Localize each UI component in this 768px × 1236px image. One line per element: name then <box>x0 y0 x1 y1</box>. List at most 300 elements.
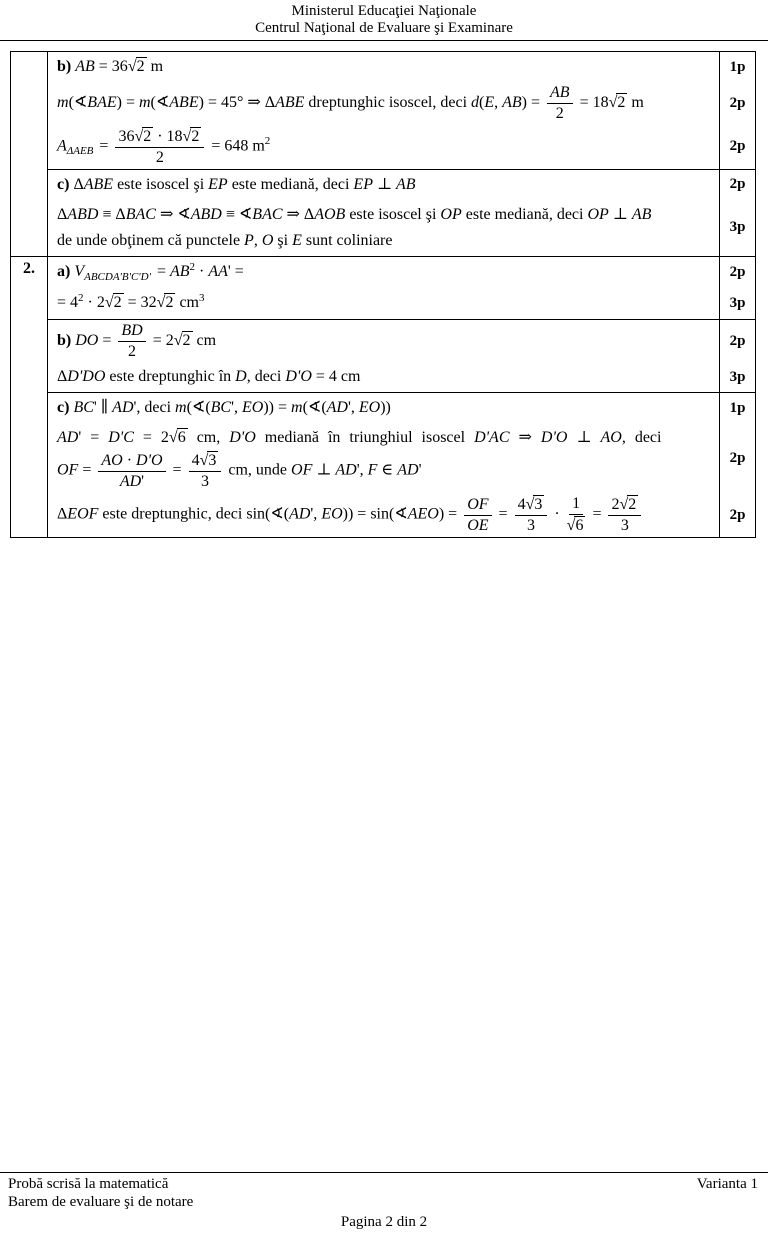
radicand: 2 <box>136 58 145 75</box>
math-variable: F <box>367 462 378 480</box>
math-variable: P <box>244 231 254 249</box>
math-text: = <box>152 262 170 280</box>
footer-first-row <box>0 1173 768 1193</box>
math-text: ) = <box>521 94 545 112</box>
math-variable: BAC <box>125 205 156 223</box>
math-variable: BD <box>121 321 143 339</box>
math-text: = 648 m <box>207 137 265 155</box>
block-content <box>48 170 719 200</box>
math-text: ≡ Δ <box>98 205 126 223</box>
math-text: ' <box>141 472 145 490</box>
math-text: · <box>550 505 564 523</box>
math-variable: m <box>57 94 69 112</box>
points-cell <box>719 125 755 169</box>
formula-line <box>57 451 713 491</box>
footer-barem-label: Barem de evaluare şi de notare <box>8 1194 194 1210</box>
math-variable: E <box>484 94 495 112</box>
math-text: (∢ <box>68 94 88 112</box>
math-text: este isoscel şi <box>345 205 441 223</box>
math-variable: d <box>471 94 480 112</box>
radicand: 2 <box>165 293 174 311</box>
math-text: )) <box>380 399 391 417</box>
fraction-numerator <box>118 322 145 342</box>
item-label: c) <box>57 175 74 193</box>
math-text: m <box>146 58 164 75</box>
points-value: 2p <box>729 263 746 280</box>
barem-table <box>10 51 756 538</box>
points-value: 2p <box>729 176 746 193</box>
math-text: 2 <box>555 104 564 122</box>
formula-line <box>57 127 713 167</box>
block-content <box>48 125 719 169</box>
math-text: ', deci <box>133 399 176 417</box>
math-text: · 18 <box>153 127 183 145</box>
sqrt-radical <box>128 58 147 75</box>
formula-line <box>57 395 713 421</box>
math-variable: AB <box>550 84 570 101</box>
math-text: , deci <box>621 429 662 447</box>
radical-sign-icon: √ <box>104 293 113 311</box>
block-content <box>48 288 719 319</box>
math-variable: D'DO <box>67 368 106 386</box>
math-variable: D'C <box>108 429 134 447</box>
fraction-denominator <box>567 515 586 535</box>
question-number-cell <box>11 52 48 256</box>
math-variable: m <box>291 399 303 417</box>
math-text: ', <box>231 399 242 417</box>
math-text: = <box>98 331 116 349</box>
math-variable: EP <box>208 175 228 193</box>
math-text: ', <box>310 505 322 523</box>
footer-variant-label: Varianta 1 <box>696 1176 758 1192</box>
sqrt-radical <box>134 128 153 145</box>
math-text: · <box>122 451 137 469</box>
math-variable: AA <box>208 262 228 280</box>
question-rows <box>48 257 755 537</box>
radicand: 6 <box>575 517 584 535</box>
points-cell <box>719 82 755 125</box>
page-header <box>0 0 768 37</box>
math-text: sunt coliniare <box>301 231 393 249</box>
radical-sign-icon: √ <box>156 293 165 311</box>
footer-exam-title: Probă scrisă la matematică <box>8 1176 169 1192</box>
page-footer <box>0 1172 768 1231</box>
fraction-denominator <box>201 472 209 491</box>
answer-block <box>48 257 755 288</box>
math-variable: D'AC <box>474 429 510 447</box>
math-text: 36 <box>118 127 135 145</box>
math-variable: AEO <box>407 505 439 523</box>
formula-line <box>57 228 713 254</box>
answer-row <box>48 52 755 169</box>
math-text: 3 <box>200 473 209 491</box>
math-subscript: ΔAEB <box>66 145 94 158</box>
math-text: , <box>253 231 262 249</box>
points-cell <box>719 288 755 319</box>
math-fraction <box>98 452 165 491</box>
math-text: cm <box>175 293 199 311</box>
math-text: ⊥ <box>567 429 601 447</box>
math-text: de unde obţinem că punctele <box>57 231 245 249</box>
math-text: 4 <box>191 452 200 470</box>
math-variable: ABE <box>83 175 114 193</box>
math-text: ∈ <box>377 462 398 480</box>
sqrt-radical <box>105 294 124 311</box>
math-variable: D'O <box>136 451 163 469</box>
points-value: 2p <box>729 506 746 523</box>
radical-sign-icon: √ <box>608 94 617 112</box>
math-variable: AB <box>170 262 190 280</box>
math-variable: EOF <box>67 505 99 523</box>
math-variable: AB <box>631 205 652 223</box>
radicand: 2 <box>191 127 200 145</box>
question-group <box>11 256 755 537</box>
radicand: 2 <box>113 293 122 311</box>
math-variable: D'O <box>285 368 312 386</box>
math-text: )) = <box>263 399 292 417</box>
math-subscript: ABCDA'B'C'D' <box>84 270 151 283</box>
math-text: cm <box>192 331 217 349</box>
radicand: 3 <box>534 496 543 514</box>
math-text: = 2 <box>148 331 174 349</box>
math-text: 2 <box>155 148 164 166</box>
points-cell <box>719 493 755 537</box>
block-content <box>48 82 719 125</box>
math-text: Δ <box>57 205 68 223</box>
math-variable: OF <box>467 495 489 513</box>
math-fraction <box>567 495 586 535</box>
points-cell <box>719 362 755 392</box>
math-variable: A <box>57 137 67 155</box>
math-text: ' = <box>227 262 244 280</box>
math-text: este dreptunghic în <box>105 368 236 386</box>
math-text: ( <box>479 94 485 112</box>
answer-block <box>48 200 755 256</box>
math-text: · 2 <box>83 293 105 311</box>
points-value: 2p <box>729 449 746 466</box>
math-text: 2 <box>128 342 137 360</box>
answer-block <box>48 125 755 169</box>
math-text: = 4 cm <box>311 368 361 386</box>
math-text: = 18 <box>575 94 609 112</box>
math-text: ' <box>418 462 422 480</box>
points-cell <box>719 200 755 256</box>
answer-row <box>48 169 755 256</box>
radicand: 2 <box>143 127 152 145</box>
sqrt-radical <box>157 294 176 311</box>
block-content <box>48 200 719 256</box>
answer-row <box>48 392 755 537</box>
points-cell <box>719 52 755 82</box>
radical-sign-icon: √ <box>127 58 136 75</box>
math-text: ⊥ <box>372 175 397 193</box>
sqrt-radical <box>526 496 545 513</box>
question-number-cell: 2. <box>11 257 48 537</box>
math-variable: ABD <box>190 205 222 223</box>
math-fraction <box>189 451 222 491</box>
fraction-numerator <box>608 495 641 516</box>
math-variable: DO <box>75 331 99 349</box>
radical-sign-icon: √ <box>168 429 177 447</box>
math-text: = 4 <box>57 293 79 311</box>
math-fraction <box>547 84 573 123</box>
math-fraction <box>464 496 491 535</box>
fraction-numerator <box>547 84 573 104</box>
math-text: 3 <box>526 517 535 535</box>
math-text: cm, unde <box>224 462 292 480</box>
fraction-denominator <box>156 148 164 167</box>
math-text: = <box>78 462 96 480</box>
math-text: este mediană, deci <box>461 205 588 223</box>
answer-block <box>48 288 755 319</box>
radicand: 3 <box>208 452 217 470</box>
math-text: = <box>168 462 186 480</box>
block-content <box>48 257 719 288</box>
math-text: 4 <box>517 496 526 514</box>
math-text: = <box>95 137 113 155</box>
item-label: b) <box>57 58 76 75</box>
math-variable: AB <box>502 94 522 112</box>
math-superscript: 3 <box>199 291 205 304</box>
math-variable: AD <box>119 472 142 490</box>
item-label: b) <box>57 331 76 349</box>
question-group <box>11 52 755 256</box>
math-variable: EP <box>353 175 373 193</box>
math-variable: D'O <box>229 429 256 447</box>
math-text: ≡ ∢ <box>221 205 253 223</box>
math-text: dreptunghic isoscel, deci <box>304 94 472 112</box>
math-text: ⇒ Δ <box>282 205 315 223</box>
points-value: 3p <box>729 368 746 385</box>
radical-sign-icon: √ <box>182 127 191 145</box>
points-cell <box>719 320 755 363</box>
header-rule <box>0 40 768 41</box>
math-text: Δ <box>73 175 84 193</box>
points-value: 3p <box>729 294 746 311</box>
fraction-denominator <box>621 516 629 535</box>
math-variable: OF <box>57 462 79 480</box>
answer-block <box>48 82 755 125</box>
math-text: = 2 <box>133 429 169 447</box>
math-text: ) = <box>438 505 462 523</box>
math-text: 1 <box>572 495 581 513</box>
radicand: 6 <box>177 429 186 447</box>
math-variable: ABD <box>67 205 99 223</box>
points-value: 1p <box>729 399 746 416</box>
math-superscript: 2 <box>189 260 196 273</box>
fraction-denominator <box>467 516 488 535</box>
math-text: ⇒ ∢ <box>155 205 191 223</box>
points-cell <box>719 423 755 493</box>
math-text: şi <box>273 231 293 249</box>
math-text: · <box>195 262 209 280</box>
answer-row <box>48 319 755 393</box>
math-text: = 36 <box>94 58 128 75</box>
math-text: este dreptunghic, deci sin(∢( <box>98 505 290 523</box>
formula-line <box>57 84 713 123</box>
fraction-denominator <box>128 342 136 361</box>
fraction-numerator <box>98 452 165 472</box>
formula-line <box>57 495 713 535</box>
sqrt-radical <box>174 332 193 349</box>
math-fraction <box>115 127 204 167</box>
formula-line <box>57 290 713 317</box>
fraction-denominator <box>120 472 144 491</box>
formula-line <box>57 425 713 451</box>
points-cell <box>719 170 755 200</box>
math-text: ⊥ <box>312 462 336 480</box>
math-text: = <box>588 505 606 523</box>
points-value: 2p <box>729 138 746 155</box>
fraction-numerator <box>115 127 204 148</box>
math-text: este mediană, deci <box>227 175 354 193</box>
math-superscript: 2 <box>264 135 271 148</box>
math-text: )) = sin(∢ <box>342 505 408 523</box>
sqrt-radical <box>169 429 188 446</box>
math-text: Δ <box>57 505 68 523</box>
radicand: 2 <box>617 94 626 112</box>
math-variable: m <box>175 399 187 417</box>
fraction-denominator <box>527 516 535 535</box>
math-variable: OP <box>587 205 609 223</box>
math-text: ) = 45° ⇒ Δ <box>198 94 276 112</box>
sqrt-radical <box>183 128 202 145</box>
footer-page-number: Pagina 2 din 2 <box>340 1214 428 1230</box>
math-text: , deci <box>246 368 286 386</box>
math-variable: OE <box>467 516 489 534</box>
answer-row <box>48 257 755 319</box>
math-variable: BC <box>73 399 94 417</box>
math-text: ⊥ <box>608 205 632 223</box>
math-variable: AD <box>112 399 134 417</box>
math-text: ⇒ <box>509 429 541 447</box>
formula-line <box>57 202 713 228</box>
math-text: 3 <box>620 517 629 535</box>
answer-block <box>48 423 755 493</box>
math-variable: AD <box>326 399 348 417</box>
radical-sign-icon: √ <box>619 496 628 514</box>
math-text: ' = <box>78 429 109 447</box>
sqrt-radical <box>609 94 628 111</box>
math-text: (∢( <box>186 399 211 417</box>
header-center-line: Centrul Naţional de Evaluare şi Examinare <box>255 20 513 36</box>
math-variable: D <box>235 368 247 386</box>
math-text: , <box>494 94 503 112</box>
formula-line <box>57 54 713 80</box>
header-ministry-line: Ministerul Educaţiei Naţionale <box>291 3 477 19</box>
math-fraction <box>118 322 145 361</box>
sqrt-radical <box>567 517 586 534</box>
points-cell <box>719 393 755 423</box>
math-text: (∢ <box>150 94 170 112</box>
fraction-numerator <box>515 495 548 516</box>
math-text: Δ <box>57 368 68 386</box>
radical-sign-icon: √ <box>525 496 534 514</box>
math-variable: EO <box>321 505 343 523</box>
item-label: c) <box>57 399 74 417</box>
math-text: 2 <box>611 496 620 514</box>
answer-block <box>48 320 755 363</box>
radical-sign-icon: √ <box>199 452 208 470</box>
math-variable: AD <box>335 462 357 480</box>
fraction-numerator <box>569 495 583 515</box>
math-text: m <box>627 94 644 112</box>
math-variable: OP <box>440 205 462 223</box>
points-cell <box>719 257 755 288</box>
formula-line <box>57 259 713 286</box>
math-variable: EO <box>242 399 264 417</box>
math-variable: D'O <box>540 429 568 447</box>
block-content <box>48 393 719 423</box>
fraction-numerator <box>464 496 491 516</box>
question-rows <box>48 52 755 256</box>
math-variable: AB <box>75 58 95 75</box>
answer-block <box>48 170 755 200</box>
math-text: = 32 <box>123 293 157 311</box>
math-variable: m <box>138 94 151 112</box>
math-text: cm, <box>187 429 230 447</box>
math-text: ', <box>347 399 359 417</box>
block-content <box>48 423 719 493</box>
math-fraction <box>515 495 548 535</box>
radical-sign-icon: √ <box>566 517 575 535</box>
fraction-denominator <box>556 104 564 123</box>
math-variable: AOB <box>314 205 346 223</box>
answer-block <box>48 52 755 82</box>
math-variable: ABE <box>169 94 199 112</box>
points-value: 2p <box>729 332 746 349</box>
formula-line <box>57 322 713 361</box>
math-variable: AD <box>289 505 311 523</box>
points-value: 1p <box>729 58 746 75</box>
math-variable: ABE <box>275 94 305 112</box>
answer-block <box>48 493 755 537</box>
fraction-numerator <box>189 451 222 472</box>
block-content <box>48 320 719 363</box>
math-variable: BC <box>210 399 232 417</box>
item-label: a) <box>57 262 75 280</box>
answer-block <box>48 362 755 392</box>
radical-sign-icon: √ <box>173 331 182 349</box>
radical-sign-icon: √ <box>134 127 143 145</box>
math-variable: AB <box>396 175 416 193</box>
answer-block <box>48 393 755 423</box>
math-variable: EO <box>358 399 381 417</box>
radicand: 2 <box>628 496 637 514</box>
math-variable: OF <box>291 462 313 480</box>
math-text: ) = <box>116 94 139 112</box>
block-content <box>48 52 719 82</box>
points-value: 3p <box>729 219 746 236</box>
math-variable: BAE <box>87 94 117 112</box>
math-fraction <box>608 495 641 535</box>
math-text: este isoscel şi <box>113 175 209 193</box>
math-variable: BAC <box>252 205 283 223</box>
math-superscript: 2 <box>78 291 84 304</box>
block-content <box>48 362 719 392</box>
math-variable: O <box>261 231 274 249</box>
math-text: ', <box>356 462 368 480</box>
math-text: ' ∥ <box>93 399 113 417</box>
math-text: = <box>494 505 512 523</box>
math-variable: AD <box>397 462 419 480</box>
math-variable: AO <box>600 429 622 447</box>
block-content <box>48 493 719 537</box>
points-value: 2p <box>729 94 746 111</box>
math-variable: E <box>292 231 302 249</box>
formula-line <box>57 172 713 198</box>
math-text: (∢( <box>302 399 327 417</box>
